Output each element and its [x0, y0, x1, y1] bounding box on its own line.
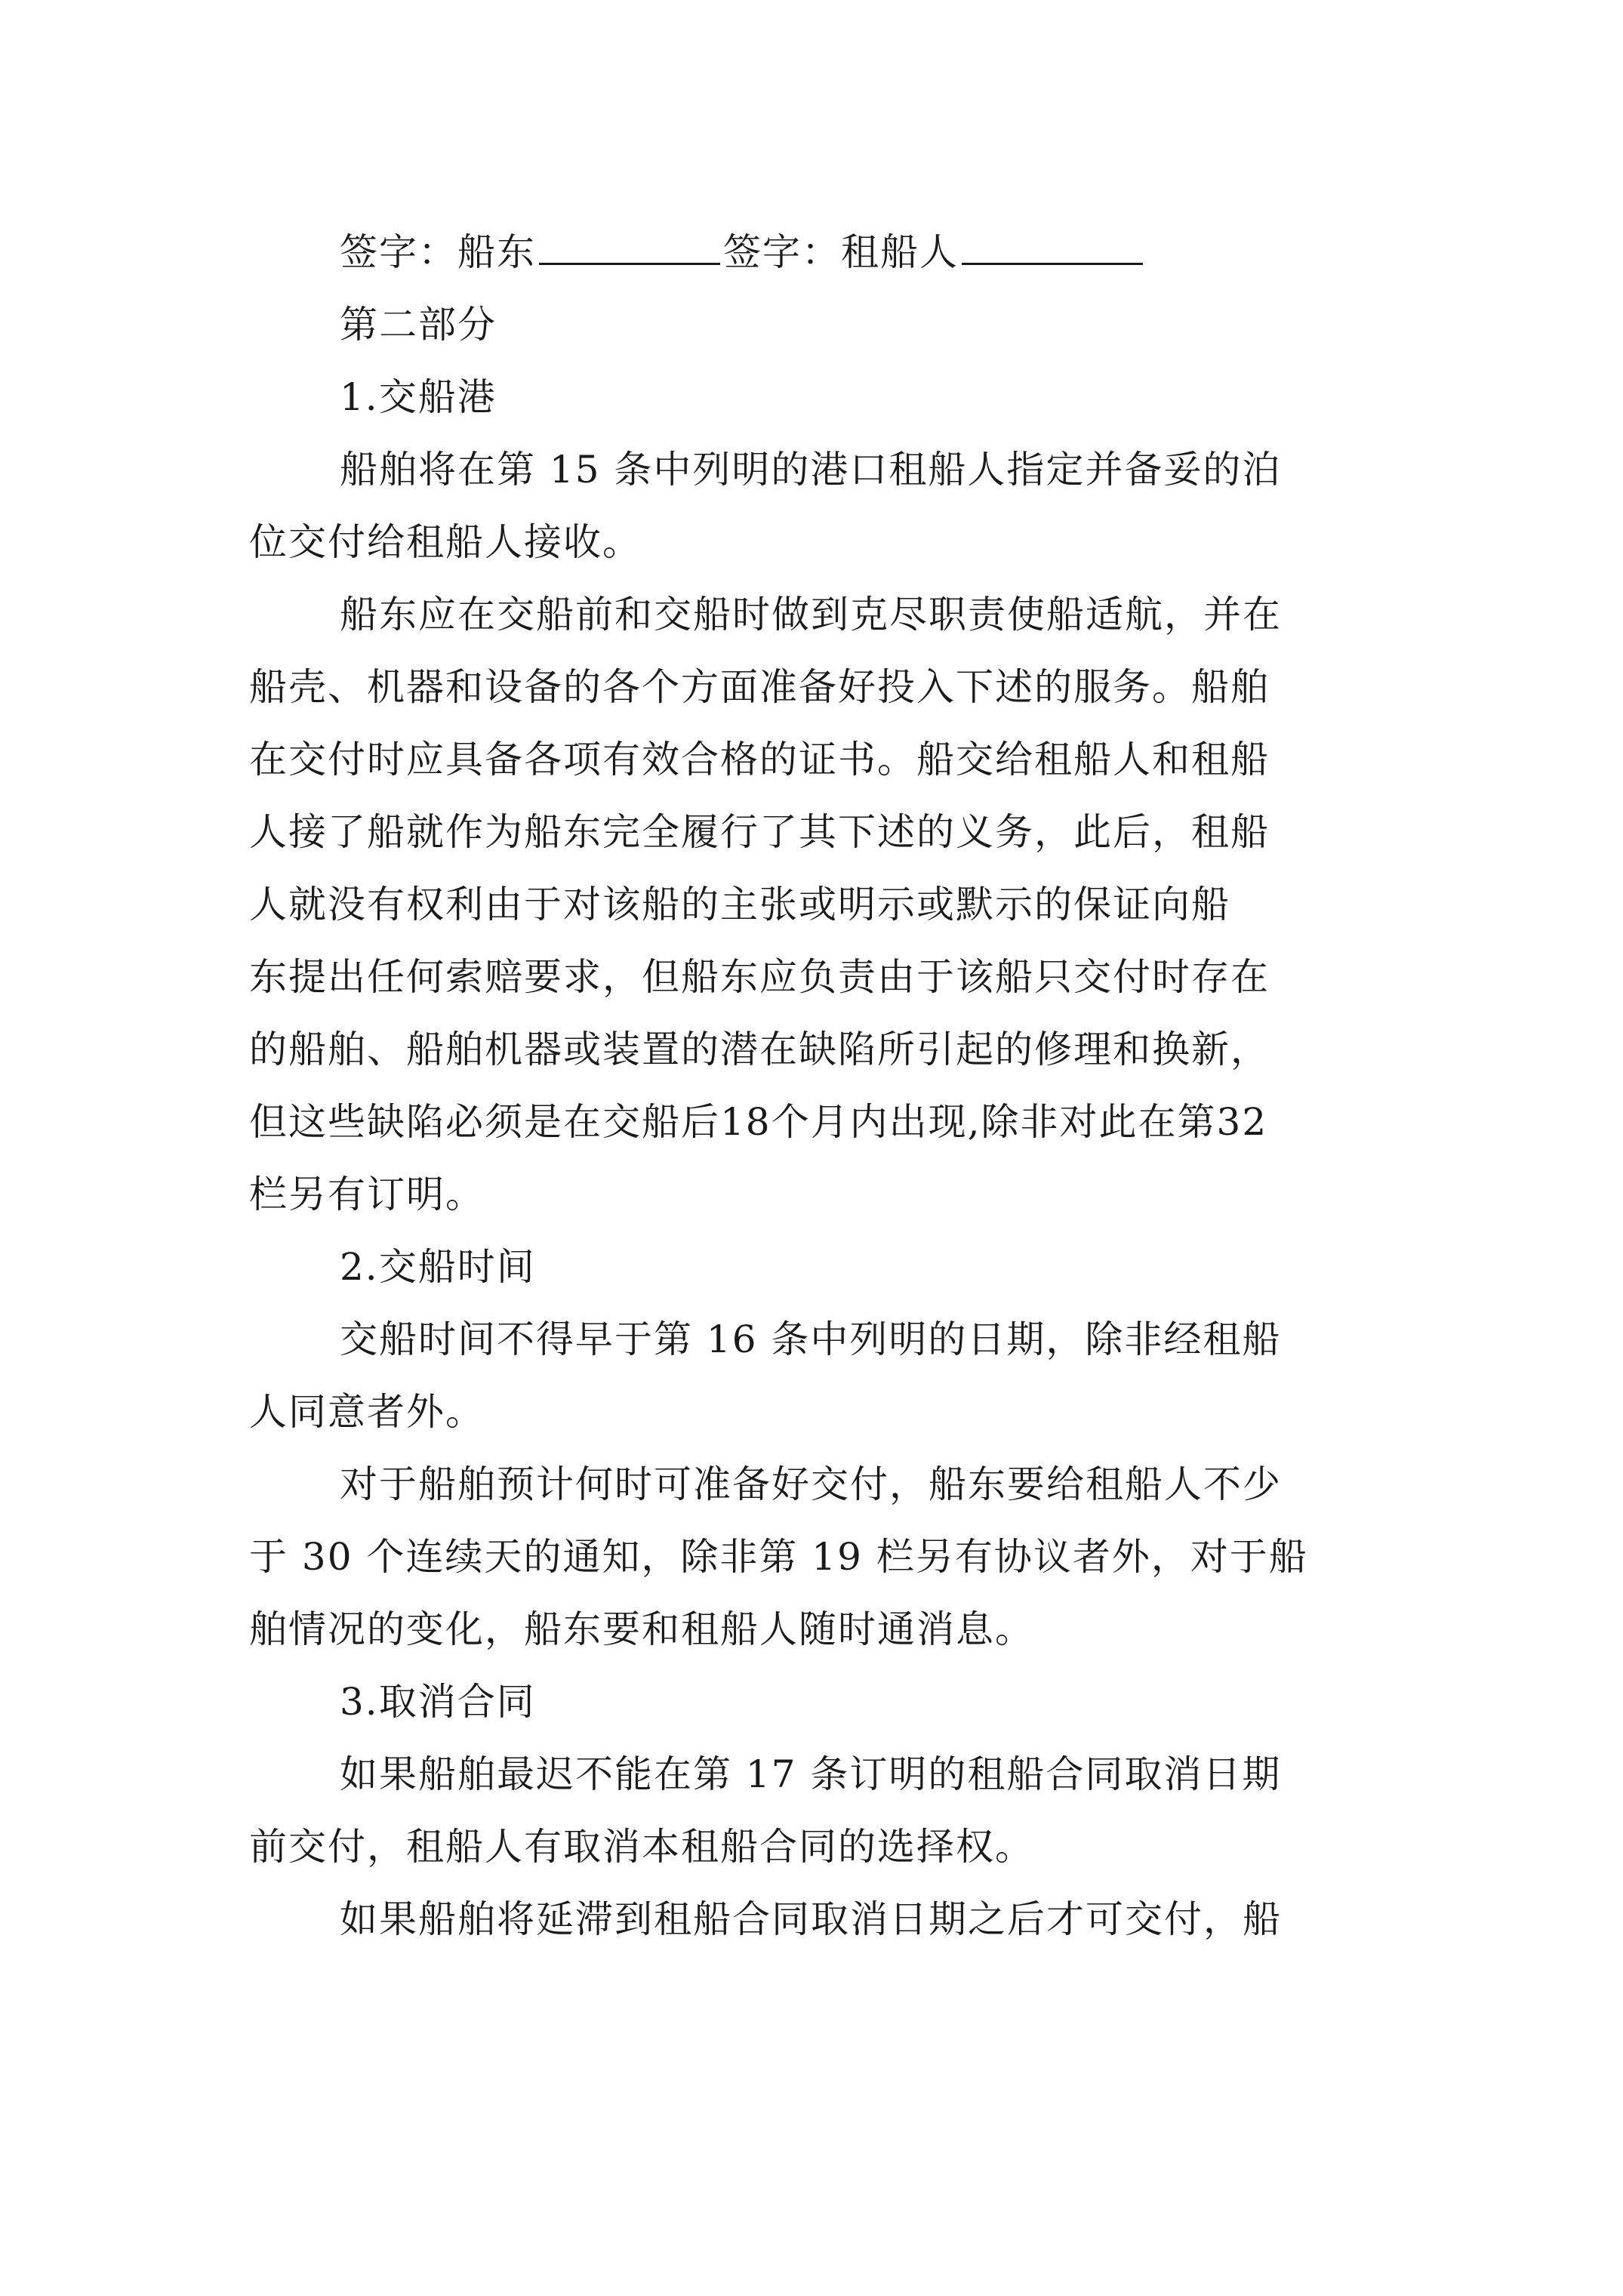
paragraph-line: 于 30 个连续天的通知，除非第 19 栏另有协议者外，对于船	[249, 1535, 1308, 1579]
paragraph-line: 的船舶、船舶机器或装置的潜在缺陷所引起的修理和换新，	[249, 1028, 1270, 1071]
paragraph-line: 船东应在交船前和交船时做到克尽职责使船适航，并在	[340, 593, 1282, 636]
paragraph-line: 船舶将在第 15 条中列明的港口租船人指定并备妥的泊	[340, 448, 1282, 492]
paragraph-line: 前交付，租船人有取消本租船合同的选择权。	[249, 1825, 1034, 1869]
charterer-signature-blank	[962, 223, 1143, 265]
clause-heading: 3.取消合同	[340, 1680, 536, 1724]
paragraph-line: 在交付时应具备各项有效合格的证书。船交给租船人和租船	[249, 738, 1270, 781]
clause-heading: 2.交船时间	[340, 1245, 536, 1289]
paragraph-line: 交船时间不得早于第 16 条中列明的日期，除非经租船	[340, 1318, 1282, 1361]
paragraph-line: 舶情况的变化，船东要和租船人随时通消息。	[249, 1607, 1034, 1651]
paragraph-line: 如果船舶最迟不能在第 17 条订明的租船合同取消日期	[340, 1752, 1282, 1796]
paragraph-line: 对于船舶预计何时可准备好交付，船东要给租船人不少	[340, 1462, 1282, 1506]
paragraph-line: 人就没有权利由于对该船的主张或明示或默示的保证向船	[249, 883, 1230, 926]
paragraph-line: 栏另有订明。	[249, 1173, 485, 1216]
paragraph-line: 人同意者外。	[249, 1390, 485, 1434]
paragraph-line: 如果船舶将延滞到租船合同取消日期之后才可交付，船	[340, 1897, 1282, 1941]
document-body	[249, 216, 1389, 1955]
paragraph-line: 人接了船就作为船东完全履行了其下述的义务，此后，租船	[249, 810, 1270, 854]
clause-heading: 1.交船港	[340, 375, 497, 419]
signature-line	[249, 216, 1389, 288]
owner-signature-label: 签字：船东	[340, 230, 536, 274]
paragraph-line: 东提出任何索赔要求，但船东应负责由于该船只交付时存在	[249, 955, 1270, 999]
owner-signature-blank	[539, 223, 720, 265]
charterer-signature-label: 签字：租船人	[723, 230, 959, 274]
paragraph-line: 但这些缺陷必须是在交船后18个月内出现,除非对此在第32	[249, 1100, 1268, 1144]
paragraph-line: 船壳、机器和设备的各个方面准备好投入下述的服务。船舶	[249, 665, 1270, 709]
paragraph-line: 位交付给租船人接收。	[249, 520, 642, 564]
section-title: 第二部分	[340, 303, 497, 347]
